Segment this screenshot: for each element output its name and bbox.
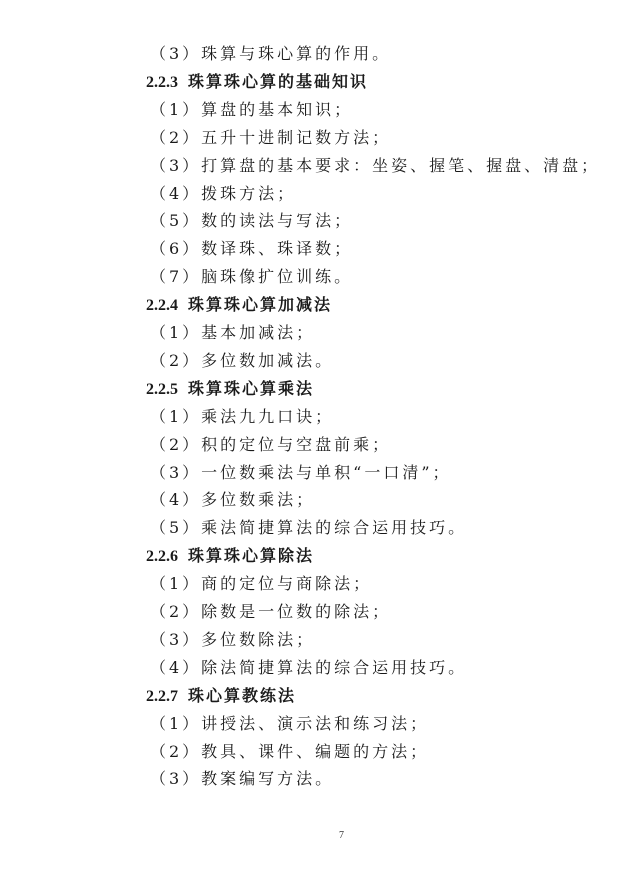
list-item: （2）除数是一位数的除法； (150, 602, 392, 621)
list-item: （1）乘法九九口诀； (150, 407, 335, 426)
list-item: （2）教具、课件、编题的方法； (150, 742, 430, 761)
list-item: （4）除法简捷算法的综合运用技巧。 (150, 658, 468, 677)
section-title: 珠算珠心算除法 (188, 546, 315, 565)
section-heading (146, 295, 332, 316)
list-item: （2）多位数加减法。 (150, 351, 335, 370)
list-item: （3）一位数乘法与单积“一口清”； (150, 463, 452, 482)
list-item: （2）五升十进制记数方法； (150, 128, 392, 147)
section-number: 2.2.4 (146, 297, 178, 314)
section-number: 2.2.6 (146, 548, 178, 565)
list-item: （4）多位数乘法； (150, 490, 316, 509)
list-item: （1）算盘的基本知识； (150, 100, 354, 119)
list-item: （1）商的定位与商除法； (150, 574, 373, 593)
section-heading (146, 686, 296, 707)
list-item: （5）乘法简捷算法的综合运用技巧。 (150, 518, 468, 537)
section-title: 珠算珠心算的基础知识 (188, 72, 369, 91)
list-item: （1）基本加减法； (150, 323, 316, 342)
list-item: （1）讲授法、演示法和练习法； (150, 714, 430, 733)
list-item: （3）打算盘的基本要求：坐姿、握笔、握盘、清盘； (150, 156, 601, 175)
section-heading (146, 379, 314, 400)
section-number: 2.2.5 (146, 381, 178, 398)
section-number: 2.2.7 (146, 688, 178, 705)
section-title: 珠心算教练法 (188, 686, 297, 705)
list-item: （3）教案编写方法。 (150, 769, 335, 788)
list-item: （3）珠算与珠心算的作用。 (150, 44, 392, 63)
section-title: 珠算珠心算乘法 (188, 379, 315, 398)
list-item: （7）脑珠像扩位训练。 (150, 267, 354, 286)
list-item: （4）拨珠方法； (150, 184, 297, 203)
list-item: （2）积的定位与空盘前乘； (150, 435, 392, 454)
section-heading (146, 72, 368, 93)
section-number: 2.2.3 (146, 74, 178, 91)
list-item: （5）数的读法与写法； (150, 211, 354, 230)
section-heading (146, 546, 314, 567)
list-item: （3）多位数除法； (150, 630, 316, 649)
page-number: 7 (339, 830, 344, 841)
list-item: （6）数译珠、珠译数； (150, 239, 354, 258)
section-title: 珠算珠心算加减法 (188, 295, 333, 314)
